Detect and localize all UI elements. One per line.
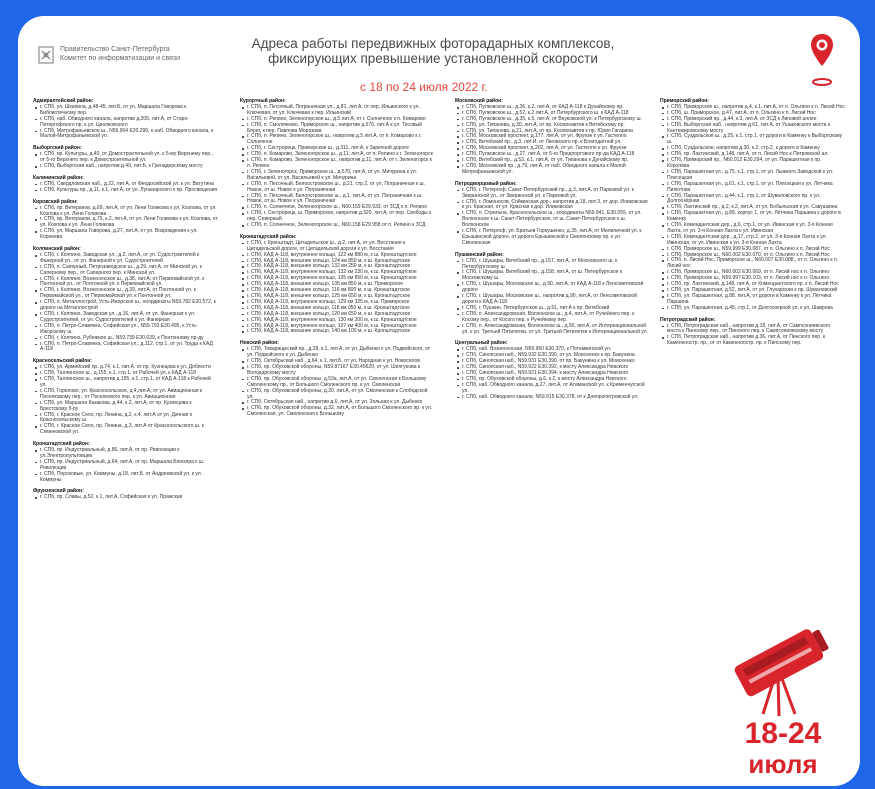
address-item: г. СПб, Октябрьская наб., д.64, к.1, лит.Б, от ул. Народная к ул. Новоселов	[247, 359, 433, 365]
page-title	[233, 36, 633, 66]
address-item: г. СПб, г. Ломоносов, Сойкинская дор., напротив д.18, лит.З, от дор. Иликовская к ул. Красная, от ул. Красная к дор. Иликовская	[462, 198, 648, 211]
address-list	[240, 105, 433, 229]
address-item: г. СПб, Выборгская наб., напротив д.49, лит.Б, к Гренадерскому мосту	[40, 164, 218, 170]
address-item: г. СПб, п. Металлострой, Усть-Ижорское ш., координаты N59.782 E30.572, к дороге на Металлострой	[40, 300, 218, 312]
address-item: г. СПб, п. Солнечное, Зеленогорское ш., N60.158 E29.958 от п. Репино к ЗСД	[247, 223, 433, 229]
address-item: г. СПб, Витебский пр., д.3, лит.И, от Лиговского пр. к Благодатной ул.	[462, 140, 648, 146]
address-item: г. СПб, КАД А-118, внешнее кольцо, 116 км 800 м, к ш. Кронштадтское	[247, 288, 433, 294]
address-item: г. СПб, г. Зеленогорск, Приморское ш., д.570, лит.А, от ул. Мичурина к ул. Васильевой, от ул. Васильевой к ул. Мичурина	[247, 170, 433, 182]
address-item: г. СПб, Петроградская наб., напротив д.18, лит.А, от Сампсониевского моста к Пинскому пер., от Пинского пер. к Сампсониевскому мосту	[667, 324, 845, 336]
address-item: г. СПб, Октябрьская наб., напротив д.6, лит.А, от ул. Зольная к ул. Дыбенко	[247, 400, 433, 406]
address-list	[660, 105, 845, 312]
address-item: г. СПб, ул. Маршала Говорова, д.27, лит.А, от ул. Возрождения к ул. Корнеева	[40, 229, 218, 241]
address-item: г. СПб, пр. Лахтинский, д.148, лит.А, от п. Лисий Нос к Петровской ал.	[667, 152, 845, 158]
address-item: г. СПб, ул. Парашютная, д.52, лит.А, от ул. Глухарская к пр. Шуваловский	[667, 288, 845, 294]
district-heading: Кировский район:	[33, 198, 78, 205]
address-list	[33, 253, 218, 353]
address-item: г. СПб, Свердловская наб., д.22, лит.А, от Феодосийской ул. к ул. Ватутина	[40, 182, 218, 188]
address-item: г. СПб, Суздальское, напротив д.30, к.2, стр.2, к дороге в Каменку	[667, 146, 845, 152]
address-item: г. СПб, КАД А-118, внутреннее кольцо, 129 км 325 м, к ш. Приморское	[247, 300, 433, 306]
address-item: г. СПб, Лахтинский пр., д.2, к.2, лит.А, от ул. Бобыльская к ул. Савушкина	[667, 205, 845, 211]
title-line-2: фиксирующих превышение установленной скорости	[268, 51, 598, 66]
address-item: г. СПб, Таллинское ш., напротив д.155, к.1, стр.1, от КАД А-118 к Рабочей ул.	[40, 377, 218, 389]
district-heading: Невский район:	[240, 340, 279, 347]
address-item: г. СПб, Горелово, ул. Красносельское, д.4,лит.А, от ул. Авиационная к Поселковому пер., от Поселкового пер. к ул. Авиационная	[40, 389, 218, 401]
column-2	[240, 99, 433, 418]
district-heading: Курортный район:	[240, 98, 286, 104]
address-item: г. СПб, ул. Маршала Казакова, д.44, к.2, лит.А, от пр. Кузнецова к Брестскому б-ру	[40, 401, 218, 413]
column-4	[660, 99, 845, 347]
address-item: г. СПб, Приморское ш., N60.002 E30.069, от п. Лисий нос к п. Ольгино	[667, 270, 845, 276]
address-item: г. СПб, ул. Шкапина, д.48-45, лит.Б, от ул. Маршала Говорова к Библиотечному пер.	[40, 105, 218, 117]
address-item: г. СПб, пр. Обуховской обороны, N59.87167 E30.45629, от ул. Шелгунова к Володарскому мосту	[247, 365, 433, 377]
address-item: г. СПб, г. Колпино, Заводская ул., д.2, лит.А, от ул. Судостроителей к Фанерной ул., от ул. Фанерной к ул. Судостроителей	[40, 253, 218, 265]
address-item: г. СПб, КАД А-118, внешнее кольцо, 140 км 100 м, к ш. Кронштадтское	[247, 329, 433, 335]
address-item: г. СПб, наб. Обводного канала, N59.915 E30.378, от к Днепропетровской ул.	[462, 395, 648, 401]
address-item: г. СПб, КАД А-118, внешнее кольцо, 120 км 650 м, к ш. Кронштадтское	[247, 312, 433, 318]
address-item: г. СПб, г. Колпино, Заводская ул., д.16, лит.А, от ул. Фанерная к ул. Судостроителей, от ул. Судостроителей к ул. Фанерная	[40, 312, 218, 324]
address-item: г. СПб, КАД А-118, внешнее кольцо, 125 км 650 м, к ш. Кронштадтское	[247, 294, 433, 300]
address-item: г. СПб, п. Стрельна, Красносельское ш., координаты N59.841, E30.059, от ул. Волхонское к ш. Санкт-Петербургское, от ш. Санкт-Петербургское к ш. Волхонское	[462, 211, 648, 229]
address-item: г. СПб, наб. Вознесенская, N59.950 E30.370, к Потемкинской ул.	[462, 347, 648, 353]
district-heading: Петродворцовый район:	[455, 180, 517, 187]
address-item: г. СПб, Парашютная ул., д.89, корпус 1, от ул. Лётчика Паршина к дороге в Каменку	[667, 211, 845, 223]
address-item: г. СПб, пр. Лахтинский, д.148, лит.А, от Комендантского пр. к п. Лисий Нос	[667, 282, 845, 288]
address-item: г. СПб, Синопская наб., N59.932 E30.390, от ул. Моисеенко к пр. Бакунина	[462, 353, 648, 359]
address-item: г. СПб, пр. Культуры, д.40, от Домостроительной ул. к 5-му Верхнему пер., от 5-го Верхнего пер. к Домостроительной ул.	[40, 152, 218, 164]
address-item: г. СПб, ул. Парашютная, д.88, лит.А, от дороги в Каменку к ул. Лётчика Паршина	[667, 294, 845, 306]
address-item: г. СПб, Культуры пр., д.11, к.1, лит.А, от ул. Луначарского к пр. Просвещения	[40, 186, 218, 193]
address-item: г. СПб, Выборгская наб., напротив д.61, лит.А, от Ушаковского моста к Кантемировскому мосту	[667, 123, 845, 135]
address-item: г. СПб, п. Песочный, Белоостровское ш., д.21, стр.2, от ул. Пограничная к ш. Новое, от ш. Новое к ул. Пограничная	[247, 182, 433, 194]
address-item: г. СПб, пр. Индустриальный, д.64, лит.А, от пр. Маршала Блюхера к ш. Революции	[40, 460, 218, 472]
address-item: г. СПб, наб. Обводного канала, д.27, лит.А, от Атаманской ул. к Кременчугской ул.	[462, 383, 648, 395]
address-list	[455, 259, 648, 336]
address-item: г. СПб, Комендантская дор., д.17, стр.2, от ул. 3-я Конная Лахта к ул. Ивинская, от ул. Ивинская к ул. 3-я Конная Лахта	[667, 235, 845, 247]
address-item: г. СПб, наб. Обводного канала, напротив д.205, лит.А, от Старо-Петергофского пр. к ул. Циолковского	[40, 117, 218, 129]
address-item: г. СПб, пр. Ветеранов, д.75, к.2, лит.А, от ул. Лени Голикова к ул. Козлова, от ул. Козлова к ул. Лени Голикова	[40, 216, 218, 229]
address-item: г. СПб, Товарищеский пр., д.28, к.1, лит.А, от ул. Дыбенко к ул. Подвойского, от ул. Подвойского к ул. Дыбенко	[247, 347, 433, 359]
address-item: г. СПб, Митрофаньевское ш., N59.904 E30.299, к наб. Обводного канала, к Малой-Митрофаньевской ул.	[40, 129, 218, 141]
address-item: г. СПб, п. Комарово, Зеленогорское ш., напротив д.11, лит.А, от г. Зеленогорск к п. Репино	[247, 157, 432, 169]
column-3	[455, 99, 648, 401]
address-item: г. СПб, г. Шушары, Московское ш., д.90, лит.А, от КАД А-118 к Ленсоветовской дороге	[462, 282, 648, 294]
date-range: с 18 по 24 июля 2022 г.	[360, 80, 488, 94]
address-item: г. СПб, п. Лисий Нос, Приморское ш., N60.007 E30.088., от п. Ольгино к п. Лисий нос	[667, 258, 845, 270]
address-item: г. СПб, г. Шушары, Витебский пр., д.157, лит.А, от Московского ш. к Петербургскому ш.	[462, 259, 648, 271]
address-item: г. СПб, г. Петергоф, Санкт-Петербургский пр., д.3, лит.А, от Парковой ул. к Зверинской ул., от Зверинской ул. к Парковой ул.	[462, 188, 648, 200]
address-item: г. СПб, Пулковское ш., д.36, к.2, лит.А, от КАД А-118 к Дунайскому пр.	[462, 105, 648, 111]
address-item: г. СПб, Пороховые, ул. Коммуны, д.18, лит.Б, от Андреевской ул. к ул. Коммуны	[40, 472, 218, 484]
address-item: г. СПб, КАД А-118, внутреннее кольцо, 122 км 880 м, к ш. Кронштадтское	[247, 253, 433, 259]
address-item: г. СПб, г. Сестрорецк, ш. Приморское, напротив д.320, лит.А, от пер. Свободы к пер. Северный	[247, 210, 432, 223]
district-heading: Красносельский район:	[33, 358, 92, 365]
address-item: г. СПб, Пулковское ш., д.27, лит.А, от 5-го Предпортового пр-да КАД А-118	[462, 152, 648, 158]
address-item: г. СПб, КАД А-118, внешнее кольцо, 132 км 250 м, к ш. Кронштадтское	[247, 264, 433, 270]
main-card	[18, 16, 860, 786]
address-item: г. СПб, Приморское ш., N59.999 E30.087, от п. Ольгино к п. Лисий Нос	[667, 247, 845, 253]
address-item: г. СПб, КАД А-118, внешнее кольцо, 124 км 850 м, к ш. Кронштадтское	[247, 259, 433, 265]
address-item: г. СПб, п. Александровская, Волхонское ш., д.4, лит.А, от Ручейного пер. к Косому пер., от Косого пер. к Ручейному пер.	[462, 312, 648, 324]
address-list	[455, 347, 648, 400]
address-item: г. СПб, КАД А-118, внешнее кольцо, 118 км 050 м, к ш. Кронштадтское	[247, 306, 433, 312]
district-heading: Приморский район:	[660, 98, 709, 104]
spb-emblem-icon	[38, 46, 54, 64]
address-item: г. СПб, Витебский пр., д.53, к.1, лит.А, от ул. Типанова к Дунайскому пр.	[462, 158, 648, 164]
address-item: г. СПб, Московский проспект, д.177, лит.А, от ул. Фрунзе к ул. Гастелло	[462, 134, 648, 140]
address-item: г. СПб, пр. Обуховской обороны, д.6, к.2, к мосту Александра Невского	[462, 377, 648, 383]
district-heading: Московский район:	[455, 98, 503, 104]
address-list	[33, 495, 218, 501]
address-item: г. СПб, Суздальское ш., д.25, к.1, стр.1, от дороги в Каменку к Выборгскому ш.	[667, 134, 845, 146]
logo-line-2: Комитет по информатизации и связи	[60, 54, 181, 62]
district-heading: Калининский район:	[33, 174, 84, 181]
address-item: г. СПб, г. Сестрорецк, Приморское ш., д.311, лит.А, к Заречной дороге	[247, 146, 433, 152]
address-item: г. СПб, ул. Парашютная, д.45, стр.1, от Долгоозерной ул. к ул. Шаврова	[667, 306, 845, 312]
location-pin-icon	[810, 32, 834, 90]
address-item: г. СПб, г. Пушкин, Петербургское ш., д.51, лит.А к пр. Витебский	[462, 306, 648, 312]
address-item: г. СПб, Приморское ш., напротив д.4, к.1, лит.А, от п. Ольгино к п. Лисий Нос	[667, 103, 845, 110]
address-list	[33, 206, 218, 241]
address-item: г. СПб, п. Солнечное, Зеленогорское ш., N60.159 E29.933, от ЗСД к п. Репино	[247, 205, 433, 211]
address-item: г. СПб, Пулковское ш., д.35, к.5, лит.А, от Внуковской ул. к Петербургскому ш.	[462, 117, 648, 123]
address-item: г. СПб, Парашютная ул., д.61, к.1, стр.1, от ул. Плесецкая к ул. Лётчика Пилютова	[667, 182, 845, 194]
address-item: г. СПб, ул. Типанова, д.30, лит.А, от пр. Космонавтов к Витебскому пр.	[462, 123, 648, 129]
address-item: г. СПб, Московский проспект, д.202, лит.А, от ул. Гастелло к ул. Фрунзе	[462, 146, 648, 152]
badge-dates: 18-24	[744, 717, 822, 750]
address-item: г. СПб, г. Кронштадт, Цитадельское ш., д.2, лит.А, от ул. Восстания к Цитадельской дороге, от Цитадельской дороги к ул. Восстания	[247, 241, 433, 253]
district-heading: Колпинский район:	[33, 246, 81, 253]
address-list	[240, 347, 433, 418]
address-item: г. СПб, п. Александровская, Волхонское ш., д.50, лит.А, от Интернациональной ул. к ул. Третьей Пятилетки, от ул. Третьей Пятилетки к Интернациональной ул.	[462, 322, 648, 335]
address-item: г. СПб, г. Шушары, Московское ш., напротив д.90, лит.А, от Ленсоветовской дороги к КАД А-118	[462, 294, 648, 306]
address-list	[33, 105, 218, 140]
address-item: г. СПб, Синопская наб., N59.921 E30.394, к мосту Александра Невского	[462, 371, 648, 377]
address-item: г. СПб, Синопская наб., N59.922 E30.392, к мосту Александра Невского	[462, 365, 648, 371]
address-item: г. СПб, ш. Приморское, д.47, лит.А, от п. Ольгино к п. Лисий Нос	[667, 111, 845, 117]
address-item: г. СПб, Парашютная ул., д.75, к.1, стр.1, от ул. Лыжного Заводской к ул. Плесецкая	[667, 170, 845, 182]
address-item: г. СПб, Приморский пр., N60.012 E30.294, от ул. Парашютная к пр. Королёва	[667, 158, 845, 170]
address-list	[33, 365, 218, 436]
district-heading: Адмиралтейский район:	[33, 98, 94, 104]
district-heading: Петроградский район:	[660, 316, 716, 323]
address-item: г. СПб, КАД А-118, внутреннее кольцо, 130 км 200 м, к ш. Кронштадтское	[247, 318, 433, 324]
address-item: г. СПб, п. Песочный, Пограничная ул., д.81, лит.А, от пер. Ильинского к ул. Ключевая, от ул. Ключевая к пер. Ильинский	[247, 105, 433, 117]
address-item: г. СПб, КАД А-118, внутреннее кольцо, 135 км 850 м, к ш. Кронштадтское	[247, 276, 433, 282]
address-item: г. СПб, г. Петергоф, ул. Братьев Горкушенко, д.35, лит.А, от Мелиличной ул. к Ерышинской дороге, от дороги Ерышинской к Смоленскому пр. к ул. Смоленская	[462, 229, 648, 247]
district-heading: Выборгский район:	[33, 145, 82, 152]
address-item: г. СПб, г. Колпино, Вознесенское ш., д.39, лит.А, от Понтонной ул. к Первомайской ул., от Первомайской ул. к Понтонной ул.	[40, 288, 218, 300]
address-list	[660, 324, 845, 348]
title-line-1: Адреса работы передвижных фоторадарных комплексов,	[251, 36, 615, 51]
address-item: г. СПб, Петроградская наб., напротив д.36, лит.А, от Пинского пер. к Каменноостр. пр., от от Каменноостр. пр. к Пинскому пер.	[667, 335, 845, 347]
district-heading: Кронштадтский район:	[240, 233, 297, 240]
address-item: г. СПб, г. Колпино, Рубежное ш., N59.739 E30.639, к Понтонному пр-ду	[40, 336, 218, 342]
address-item: г. СПб, Таллинское ш., д.155, к.1, стр.1, от Рабочей ул. к КАД А-118	[40, 371, 218, 377]
address-item: г. СПб, пр. Славы, д.52, к.1, лит.А, Софийская к ул. Пражская	[40, 495, 218, 501]
address-item: г. СПб, Приморское ш., N59.997 E30.103, от п. Лисий нос к п. Ольгино	[667, 276, 845, 282]
address-item: г. СПб, п. Смолячково, Приморское ш., напротив д.676, лит.А к ул. Тесовый Берег, к пер. Павлова Морозова	[247, 123, 433, 135]
address-list	[33, 152, 218, 170]
address-item: г. СПб, Синопская наб., N59.931 E30.390, от пр. Бакунина к ул. Моисеенко	[462, 359, 648, 365]
address-list	[240, 241, 433, 336]
address-item: г. СПб, КАД А-118, внутреннее кольцо, 137 км 400 м, к ш. Кронштадтское	[247, 324, 433, 330]
address-list	[33, 182, 218, 194]
address-item: г. СПб, Приморский пр., д.44, к.3, лит.А, от ЗСД к Липовой аллее	[667, 117, 845, 123]
address-item: г. СПб, п. Петро-Славянка, Софийская ул., д.112, стр.1, от ул. Труда к КАД А-118	[40, 342, 218, 354]
address-item: г. СПб, Приморское ш., N60.002 E30.070, от п. Ольгино к п. Лисий Нос	[667, 253, 845, 259]
district-heading: Фрунзенский район:	[33, 488, 84, 495]
badge-month: июля	[748, 749, 818, 779]
column-1	[33, 99, 218, 501]
address-item: г. СПб, Комендантская дор., д.6, стр.1, от ул. Ивинская к ул. 3-я Конная Лахта, от ул. 3-я Конная Лахта к ул. Ивинская	[667, 223, 845, 235]
government-logo	[38, 46, 180, 64]
address-item: г. СПб, Московский пр., д.79, лит.А, от наб. Обводного канала к Малой Митрофаньевской ул.	[462, 164, 648, 176]
address-item: г. СПб, п. Саперный, Петрозаводское ш., д.29, лит.А, от Минской ул. к Саперному пер., от Саперного пер. к Минской ул.	[40, 265, 218, 277]
address-item: г. СПб, КАД А-118, внешнее кольцо, 135 км 850 м, к ш. Приморское	[247, 282, 433, 288]
address-item: г. СПб, пр. Обуховской обороны, д.53а, лит.А, от ул. Смоленская к Большому Смоленскому пр., от Большого Смоленского пр. к ул. Смоленская	[247, 377, 433, 389]
logo-line-1: Правительство Санкт-Петербурга	[60, 46, 170, 53]
address-item: г. СПб, г. Шушары, Витебский пр., д.158, лит.А, от ш. Петербургское к Московскому ш.	[462, 270, 648, 282]
address-item: г. СПб, Парашютная ул., д.44, к.1, стр.1, от Шуваловского пр. к ул. Долгоозёрная	[667, 194, 845, 206]
address-item: г. СПб, г. Колпино, Вознесенское ш., д.38, лит.А, от Первомайской ул. к Понтонной ул., от Понтонной ул. к Первомайской ул.	[40, 277, 218, 289]
address-item: г. СПб, п. Репино, Зеленогорское ш., д.5 лит.А, от г. Солнечное к п. Комарово	[247, 117, 433, 123]
address-list	[455, 188, 648, 247]
address-item: г. СПб, ул. Армейский пр. д.74, к.1, лит.А, от пр. Кузнецова к ул. Доблести	[40, 365, 218, 371]
address-item: г. СПб, п. Песочный, Белоостровское ш., д.1, лит.А, от ул. Пограничная к ш. Новое, от ш. Новое к ул. Пограничная	[247, 194, 433, 206]
address-item: г. СПб, п. Комарово, Зеленогорское ш., д.11, лит.А, от п. Репино к г. Зеленогорск	[247, 151, 433, 158]
address-item: г. СПб, КАД А-118, внутреннее кольцо, 132 км 230 м, к ш. Кронштадтское	[247, 270, 433, 276]
address-item: г. СПб, ул. Типанова, д.21, лит.А, от пр. Космонавтов к пр. Юрия Гагарина	[462, 129, 648, 135]
address-item: г. СПб, пр. Обуховской обороны, д.20, лит.А, от ул. Смоленская к Слободской ул.	[247, 389, 433, 401]
radar-camera-icon	[723, 604, 843, 724]
address-item: г. СПб, пр. Индустриальный, д.86, лит.А, от пр. Революции к ул.Электропультовцев	[40, 448, 218, 460]
address-item: г. СПб, пр. Ветеранов, д.69, лит.А, от ул. Лени Голикова к ул. Козлова, от ул. Козлова к ул. Лени Голикова	[40, 204, 217, 217]
district-heading: Кронштадтский район:	[33, 441, 90, 448]
district-heading: Центральный район:	[455, 340, 508, 347]
address-item: г. СПб, п. Репино, Зеленогорское ш., напротив д.5 лит.А, от п. Комарово к г. Солнечное	[247, 134, 433, 146]
district-heading: Пушкинский район:	[455, 251, 504, 258]
address-item: г. СПб, г. Красное Село, пр. Ленина, д.2, к.4, лит.А от ул. Дачная к Красносельскому ш.	[40, 413, 218, 425]
address-item: г. СПб, пр. Обуховской обороны, д.32, лит.А, от Большого Смоленского пр. к ул. Смоленская, ул. Смоленская к Большому	[247, 405, 433, 418]
address-list	[455, 105, 648, 176]
address-item: г. СПб, г. Красное Село, пр. Ленина, д.3, лит.А от Красносельского ш. к Семеновской ул.	[40, 424, 218, 436]
address-item: г. СПб, п. Петро-Славянка, Софийская ул., N59.793 E30.495, к Усть-Ижорскому ш.	[40, 324, 218, 336]
address-list	[33, 448, 218, 483]
address-item: г. СПб, Пулковское ш., д.52, к.2 лит.А, от Петербургского ш. к КАД А-118	[462, 111, 648, 117]
